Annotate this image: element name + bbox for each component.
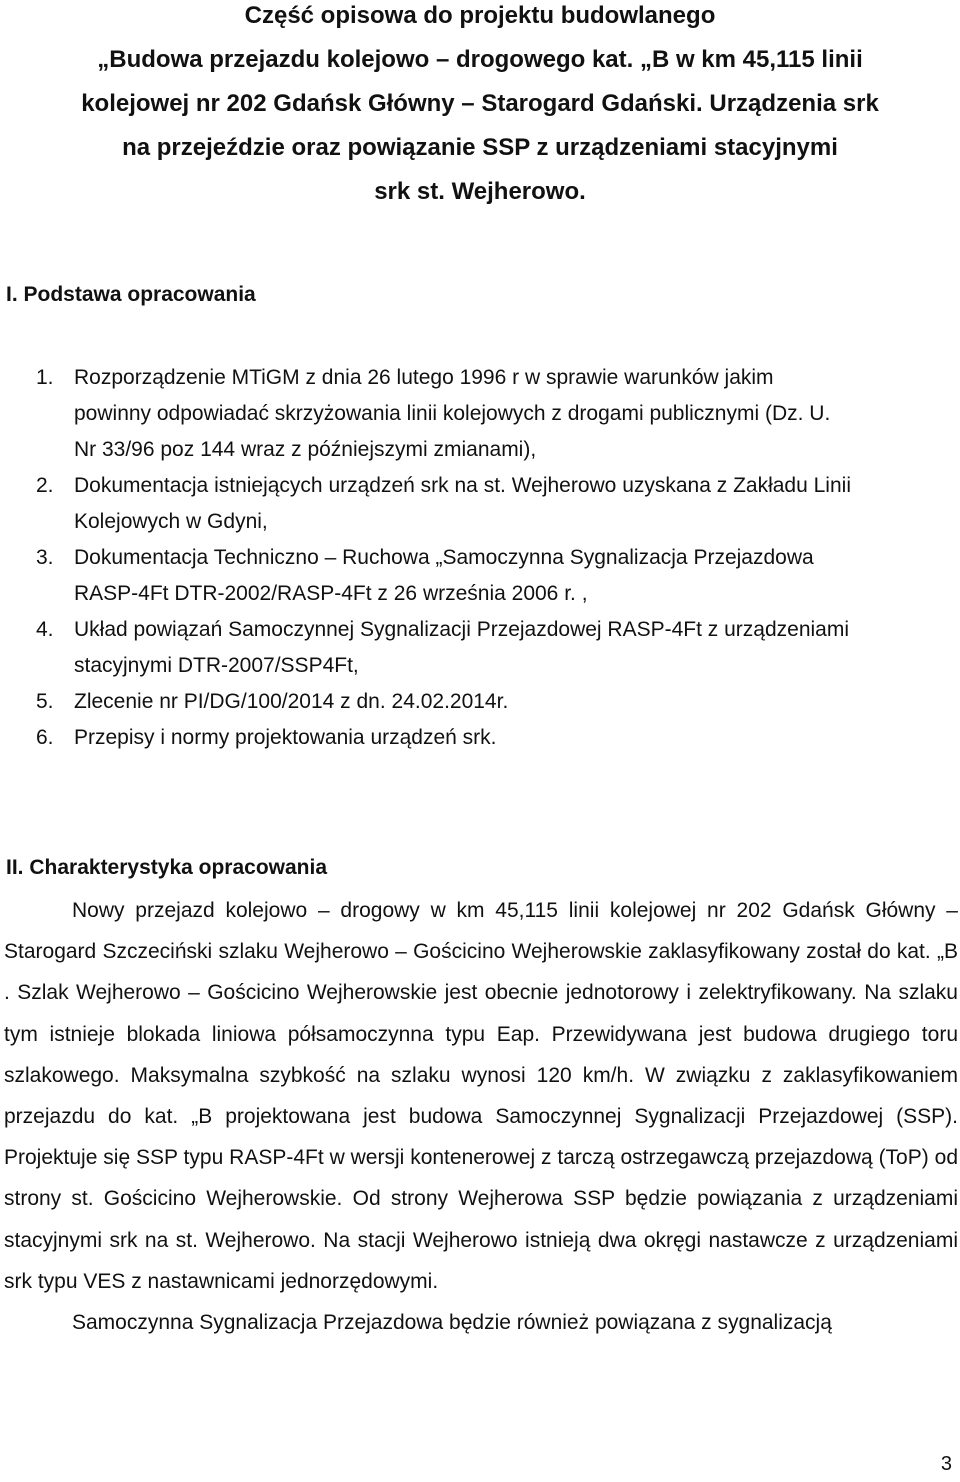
- list-item-line: RASP-4Ft DTR-2002/RASP-4Ft z 26 września 2006 r. ,: [74, 582, 588, 605]
- basis-list: [36, 360, 960, 756]
- list-item-line: Przepisy i normy projektowania urządzeń srk.: [74, 726, 497, 749]
- list-item: [36, 720, 960, 756]
- section-heading-prefix: II.: [6, 856, 24, 879]
- list-item: [36, 468, 960, 540]
- characteristics-body: [4, 890, 958, 1343]
- list-item: [36, 360, 960, 468]
- section-heading-text: Charakterystyka opracowania: [29, 856, 327, 879]
- list-item-number: 2.: [36, 474, 54, 497]
- page-number: 3: [940, 1453, 952, 1475]
- list-item: [36, 540, 960, 612]
- title-line: na przejeździe oraz powiązanie SSP z urządzeniami stacyjnymi: [122, 134, 838, 161]
- list-item-line: Rozporządzenie MTiGM z dnia 26 lutego 1996 r w sprawie warunków jakim: [74, 366, 774, 389]
- list-item-line: stacyjnymi DTR-2007/SSP4Ft,: [74, 654, 359, 677]
- list-item-number: 3.: [36, 546, 54, 569]
- paragraph: Samoczynna Sygnalizacja Przejazdowa będzie również powiązana z sygnalizacją: [72, 1311, 832, 1335]
- list-item-line: powinny odpowiadać skrzyżowania linii kolejowych z drogami publicznymi (Dz. U.: [74, 402, 831, 425]
- list-item-line: Kolejowych w Gdyni,: [74, 510, 268, 533]
- list-item-line: Dokumentacja istniejących urządzeń srk na st. Wejherowo uzyskana z Zakładu Linii: [74, 474, 851, 497]
- section-heading-characteristics: [6, 856, 327, 880]
- list-item-number: 1.: [36, 366, 54, 389]
- list-item-number: 5.: [36, 690, 54, 713]
- list-item-line: Nr 33/96 poz 144 wraz z późniejszymi zmianami),: [74, 438, 537, 461]
- list-item-line: Dokumentacja Techniczno – Ruchowa „Samoczynna Sygnalizacja Przejazdowa: [74, 546, 814, 569]
- list-item: [36, 684, 960, 720]
- document-title: [0, 0, 960, 214]
- list-item-number: 6.: [36, 726, 54, 749]
- title-line: srk st. Wejherowo.: [374, 178, 586, 205]
- section-heading-basis: I. Podstawa opracowania: [6, 283, 256, 306]
- title-line: „Budowa przejazdu kolejowo – drogowego kat. „B w km 45,115 linii: [97, 46, 863, 73]
- list-item-line: Układ powiązań Samoczynnej Sygnalizacji Przejazdowej RASP-4Ft z urządzeniami: [74, 618, 850, 641]
- list-item: [36, 612, 960, 684]
- title-line: kolejowej nr 202 Gdańsk Główny – Starogard Gdański. Urządzenia srk: [81, 90, 879, 117]
- list-item-number: 4.: [36, 618, 54, 641]
- title-line: Część opisowa do projektu budowlanego: [244, 2, 716, 29]
- paragraph: Nowy przejazd kolejowo – drogowy w km 45,115 linii kolejowej nr 202 Gdańsk Główny – Starogard Szczeciński szlaku Wejherowo – Gościcino Wejherowskie zaklasyfikowany został do kat. „B . Szlak Wejherowo – Gościcino Wejherowskie jest obecnie jednotorowy i zelektryfikowany. Na szlaku tym istnieje blokada liniowa półsamoczynna typu Eap. Przewidywana jest budowa drugiego toru szlakowego. Maksymalna szybkość na szlaku wynosi 120 km/h. W związku z zaklasyfikowaniem przejazdu do kat. „B projektowana jest budowa Samoczynnej Sygnalizacji Przejazdowej (SSP). Projektuje się SSP typu RASP-4Ft w wersji kontenerowej z tarczą ostrzegawczą przejazdową (ToP) od strony st. Gościcino Wejherowskie. Od strony Wejherowa SSP będzie powiązania z urządzeniami stacyjnymi srk na st. Wejherowo. Na stacji Wejherowo istnieją dwa okręgi nastawcze z urządzeniami srk typu VES z nastawnicami jednorzędowymi.: [4, 899, 958, 1293]
- list-item-line: Zlecenie nr PI/DG/100/2014 z dn. 24.02.2014r.: [74, 690, 509, 713]
